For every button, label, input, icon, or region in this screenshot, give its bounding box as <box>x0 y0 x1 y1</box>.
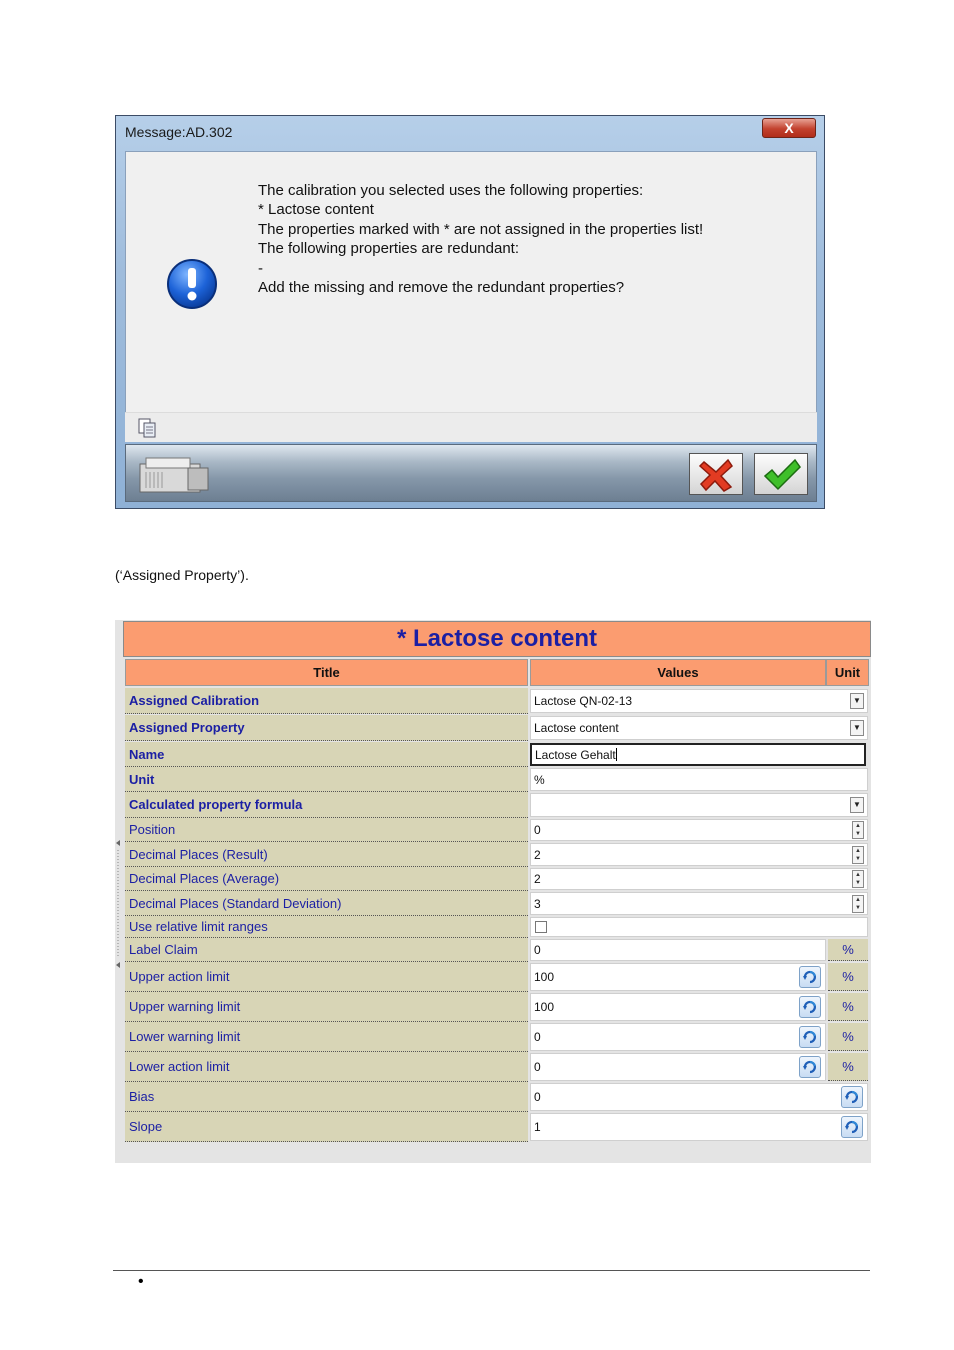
grid-row-assigned-calibration <box>125 688 869 714</box>
relative-limits-checkbox[interactable] <box>535 921 547 933</box>
row-value: 3 <box>534 896 541 911</box>
instrument-icon <box>136 450 216 498</box>
grid-row-name <box>125 742 869 767</box>
red-x-icon <box>698 458 734 492</box>
grid-row-assigned-property <box>125 715 869 741</box>
refresh-icon[interactable] <box>799 1056 821 1078</box>
property-grid <box>115 620 871 1163</box>
name-input[interactable] <box>530 743 866 766</box>
message-line: - <box>258 259 263 277</box>
green-check-icon <box>763 458 801 492</box>
column-title[interactable]: Title <box>125 659 528 686</box>
row-title: Upper action limit <box>125 962 528 992</box>
decimal-stddev-stepper[interactable] <box>530 892 868 915</box>
row-value: 0 <box>534 1030 541 1044</box>
refresh-icon[interactable] <box>799 1026 821 1048</box>
grid-row-unit <box>125 767 869 792</box>
row-title: Decimal Places (Result) <box>125 842 528 867</box>
upper-action-limit-input[interactable] <box>530 963 826 991</box>
grid-row-relative-limits <box>125 916 869 938</box>
message-line: The calibration you selected uses the following properties: <box>258 182 644 199</box>
column-unit[interactable]: Unit <box>826 659 869 686</box>
unit-label: % <box>828 993 868 1021</box>
message-line: The properties marked with * are not assigned in the properties list! <box>258 220 704 238</box>
row-title: Assigned Calibration <box>125 688 528 714</box>
dialog-message <box>258 181 703 297</box>
row-title: Assigned Property <box>125 715 528 741</box>
spinner-arrows-icon[interactable]: ▲ ▼ <box>852 846 864 864</box>
row-title: Upper warning limit <box>125 992 528 1022</box>
chevron-down-icon[interactable]: ▼ <box>850 693 864 709</box>
grid-row-formula <box>125 792 869 818</box>
grid-row-upper-action-limit <box>125 962 869 992</box>
row-value: Lactose Gehalt <box>535 747 616 762</box>
formula-select[interactable] <box>530 793 868 817</box>
row-value: Lactose content <box>534 721 619 735</box>
grid-row-bias <box>125 1082 869 1112</box>
grid-row-decimal-result <box>125 842 869 867</box>
spinner-arrows-icon[interactable]: ▲ ▼ <box>852 870 864 888</box>
message-line: Add the missing and remove the redundant properties? <box>258 279 625 297</box>
assigned-calibration-select[interactable] <box>530 689 868 713</box>
assigned-property-select[interactable] <box>530 716 868 740</box>
row-title: Lower warning limit <box>125 1022 528 1052</box>
slope-input[interactable] <box>530 1113 868 1141</box>
grid-row-position <box>125 818 869 842</box>
refresh-icon[interactable] <box>799 996 821 1018</box>
row-title: Position <box>125 818 528 842</box>
bullet-point: • <box>138 1273 144 1290</box>
row-title: Unit <box>125 767 528 792</box>
row-title: Decimal Places (Average) <box>125 867 528 891</box>
row-value: 0 <box>534 1090 541 1104</box>
ok-button[interactable] <box>754 453 808 495</box>
unit-label: % <box>828 939 868 961</box>
row-title: Label Claim <box>125 938 528 962</box>
row-title: Lower action limit <box>125 1052 528 1082</box>
upper-warning-limit-input[interactable] <box>530 993 826 1021</box>
grid-row-upper-warning-limit <box>125 992 869 1022</box>
message-dialog <box>115 115 825 509</box>
caption-text: (‘Assigned Property’). <box>115 567 249 583</box>
row-title: Bias <box>125 1082 528 1112</box>
label-claim-input[interactable] <box>530 939 826 961</box>
dialog-toolbar <box>125 412 817 442</box>
row-title: Use relative limit ranges <box>125 916 528 938</box>
bias-input[interactable] <box>530 1083 868 1111</box>
lower-action-limit-input[interactable] <box>530 1053 826 1081</box>
message-line: * Lactose content <box>258 201 374 219</box>
dialog-title: Message:AD.302 <box>125 124 233 140</box>
page-divider <box>113 1270 870 1271</box>
grid-row-decimal-average <box>125 867 869 891</box>
row-value: 100 <box>534 970 555 984</box>
splitter-handle[interactable] <box>115 840 121 970</box>
spinner-arrows-icon[interactable]: ▲ ▼ <box>852 895 864 913</box>
decimal-average-stepper[interactable] <box>530 868 868 890</box>
row-title: Name <box>125 742 528 767</box>
row-title: Slope <box>125 1112 528 1142</box>
row-value: 100 <box>534 1000 555 1014</box>
refresh-icon[interactable] <box>799 966 821 988</box>
unit-label: % <box>828 963 868 991</box>
row-value: 2 <box>534 872 541 886</box>
grid-row-lower-warning-limit <box>125 1022 869 1052</box>
unit-input[interactable] <box>530 768 868 791</box>
row-value: 1 <box>534 1120 541 1134</box>
dialog-footer <box>125 444 817 502</box>
chevron-down-icon[interactable]: ▼ <box>850 720 864 736</box>
chevron-down-icon[interactable]: ▼ <box>850 797 864 813</box>
grid-row-label-claim <box>125 938 869 962</box>
decimal-result-stepper[interactable] <box>530 843 868 866</box>
grid-footer <box>123 1145 871 1163</box>
refresh-icon[interactable] <box>841 1116 863 1138</box>
lower-warning-limit-input[interactable] <box>530 1023 826 1051</box>
row-value: % <box>534 772 545 787</box>
refresh-icon[interactable] <box>841 1086 863 1108</box>
row-value: 0 <box>534 823 541 837</box>
close-button[interactable]: X <box>762 118 816 138</box>
column-values[interactable]: Values <box>530 659 826 686</box>
row-value: 0 <box>534 1060 541 1074</box>
row-title: Decimal Places (Standard Deviation) <box>125 891 528 916</box>
unit-label: % <box>828 1023 868 1051</box>
copy-icon[interactable] <box>137 417 159 439</box>
row-value: 2 <box>534 847 541 862</box>
row-value: 0 <box>534 943 541 957</box>
cancel-button[interactable] <box>689 453 743 495</box>
row-value: Lactose QN-02-13 <box>534 694 633 708</box>
grid-row-lower-action-limit <box>125 1052 869 1082</box>
unit-label: % <box>828 1053 868 1081</box>
row-title: Calculated property formula <box>125 792 528 818</box>
relative-limits-field <box>530 917 868 937</box>
info-icon <box>166 258 218 310</box>
position-stepper[interactable] <box>530 819 868 841</box>
grid-header: * Lactose content <box>123 621 871 657</box>
grid-row-slope <box>125 1112 869 1142</box>
dialog-body <box>125 151 817 442</box>
message-line: The following properties are redundant: <box>258 240 519 258</box>
spinner-arrows-icon[interactable]: ▲ ▼ <box>852 821 864 839</box>
grid-row-decimal-stddev <box>125 891 869 916</box>
